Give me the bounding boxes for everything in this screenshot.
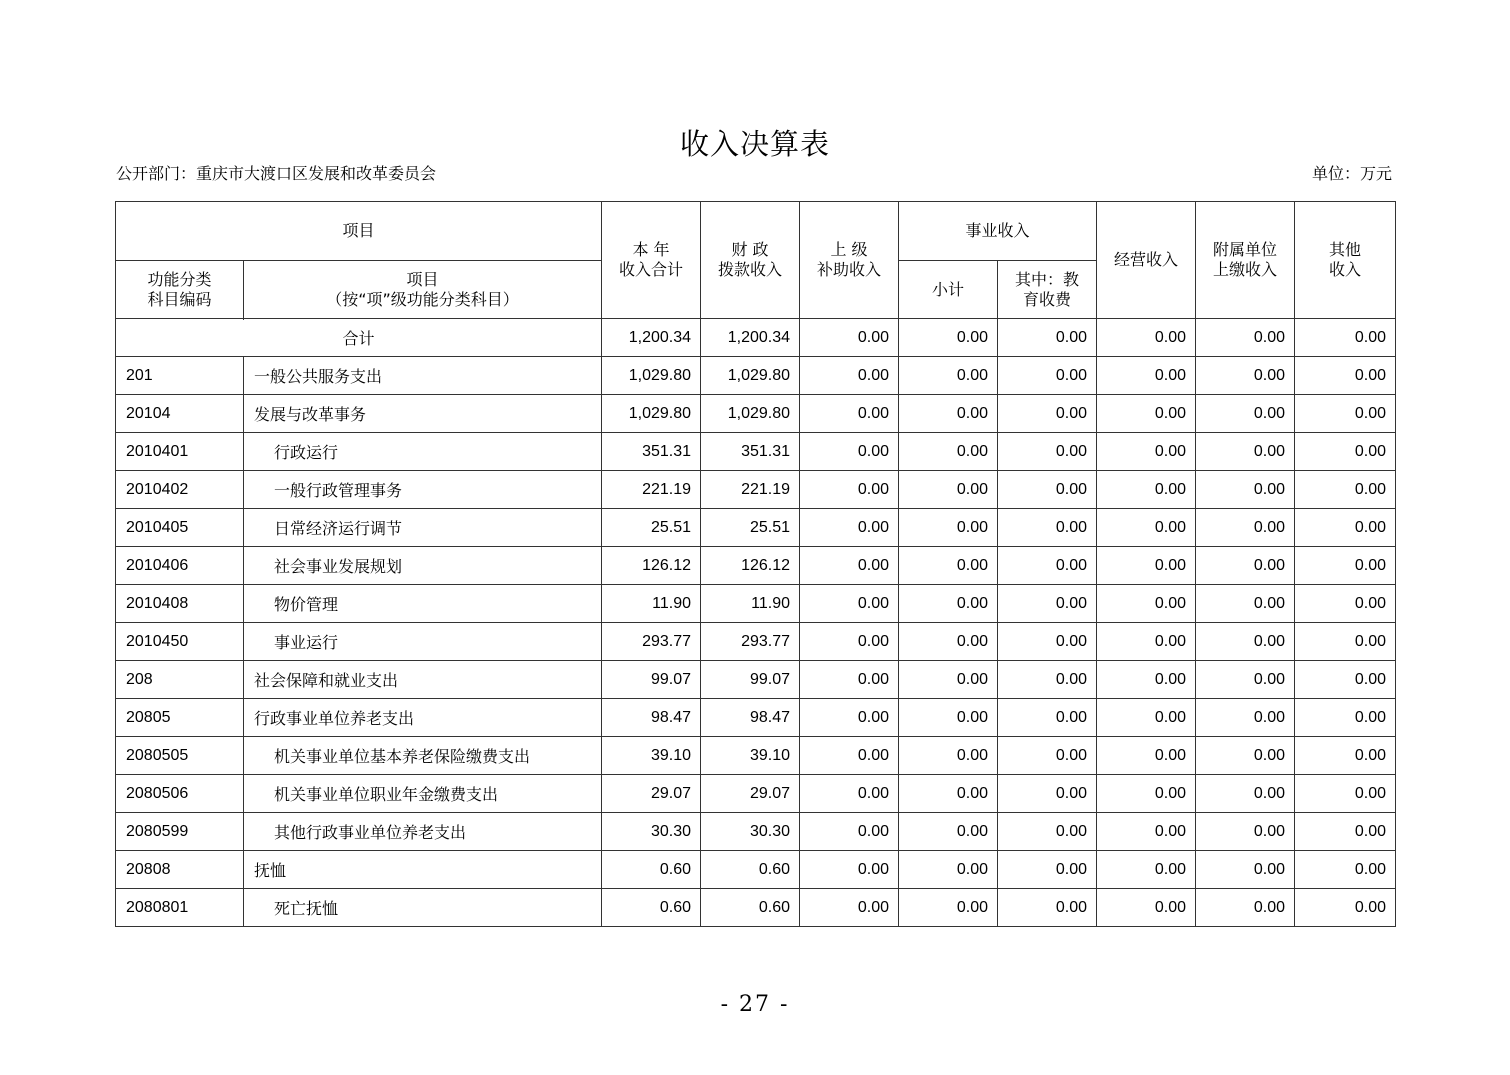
row-value: 39.10	[602, 737, 701, 775]
row-value: 29.07	[602, 775, 701, 813]
total-row	[116, 319, 1396, 357]
row-value: 0.00	[1097, 357, 1196, 395]
row-value: 0.00	[998, 547, 1097, 585]
row-value: 0.00	[1295, 889, 1396, 927]
row-value: 99.07	[701, 661, 800, 699]
table-row	[116, 547, 1396, 585]
row-code: 2080506	[116, 775, 244, 813]
row-value: 0.00	[800, 395, 899, 433]
row-value: 0.00	[899, 889, 998, 927]
row-value: 0.00	[899, 471, 998, 509]
row-value: 293.77	[602, 623, 701, 661]
row-value: 29.07	[701, 775, 800, 813]
row-name: 行政事业单位养老支出	[244, 699, 602, 737]
page-number: - 27 -	[720, 992, 790, 1017]
row-name: 社会事业发展规划	[244, 547, 602, 585]
row-code: 2010402	[116, 471, 244, 509]
row-value: 0.00	[1196, 775, 1295, 813]
row-value: 0.60	[602, 851, 701, 889]
header-business-income: 事业收入	[899, 202, 1097, 261]
row-code: 2010406	[116, 547, 244, 585]
table-row	[116, 851, 1396, 889]
row-value: 351.31	[602, 433, 701, 471]
total-value: 0.00	[1097, 319, 1196, 357]
table-row	[116, 509, 1396, 547]
row-code: 201	[116, 357, 244, 395]
table-row	[116, 775, 1396, 813]
row-value: 0.00	[1097, 395, 1196, 433]
unit-label: 单位：万元	[1311, 164, 1392, 183]
row-value: 0.00	[1196, 357, 1295, 395]
row-value: 30.30	[701, 813, 800, 851]
row-value: 98.47	[701, 699, 800, 737]
row-value: 0.00	[998, 395, 1097, 433]
row-value: 0.00	[1295, 623, 1396, 661]
row-value: 0.00	[1196, 889, 1295, 927]
row-value: 0.00	[1097, 699, 1196, 737]
row-name: 机关事业单位职业年金缴费支出	[244, 775, 602, 813]
table-row	[116, 585, 1396, 623]
row-value: 0.00	[1097, 851, 1196, 889]
table-row	[116, 699, 1396, 737]
row-value: 0.60	[701, 889, 800, 927]
row-value: 0.00	[998, 585, 1097, 623]
row-value: 11.90	[701, 585, 800, 623]
row-value: 0.60	[701, 851, 800, 889]
total-value: 0.00	[1295, 319, 1396, 357]
table-row	[116, 661, 1396, 699]
row-code: 2080801	[116, 889, 244, 927]
header-operating-income: 经营收入	[1097, 202, 1196, 319]
row-value: 0.00	[800, 699, 899, 737]
row-value: 0.00	[1196, 737, 1295, 775]
row-name: 发展与改革事务	[244, 395, 602, 433]
row-value: 0.00	[1097, 661, 1196, 699]
row-value: 0.00	[800, 623, 899, 661]
row-value: 39.10	[701, 737, 800, 775]
row-value: 126.12	[701, 547, 800, 585]
row-value: 1,029.80	[602, 395, 701, 433]
row-name: 一般公共服务支出	[244, 357, 602, 395]
row-value: 0.00	[899, 813, 998, 851]
row-value: 0.00	[1295, 813, 1396, 851]
row-value: 0.00	[800, 737, 899, 775]
row-value: 1,029.80	[701, 357, 800, 395]
row-value: 30.30	[602, 813, 701, 851]
row-value: 0.00	[998, 509, 1097, 547]
row-value: 0.00	[998, 851, 1097, 889]
total-value: 1,200.34	[701, 319, 800, 357]
row-value: 0.00	[1295, 585, 1396, 623]
row-code: 20805	[116, 699, 244, 737]
table-row	[116, 813, 1396, 851]
row-value: 0.00	[800, 357, 899, 395]
row-value: 0.00	[1295, 433, 1396, 471]
row-value: 0.00	[1097, 889, 1196, 927]
header-upper-subsidy: 上 级 补助收入	[800, 202, 899, 319]
header-name: 项目 （按“项”级功能分类科目）	[244, 261, 602, 319]
row-value: 1,029.80	[701, 395, 800, 433]
row-value: 0.00	[998, 775, 1097, 813]
row-value: 0.00	[800, 509, 899, 547]
header-fiscal-income: 财 政 拨款收入	[701, 202, 800, 319]
row-value: 0.00	[899, 623, 998, 661]
row-value: 0.00	[1196, 813, 1295, 851]
row-value: 0.00	[1295, 395, 1396, 433]
row-value: 0.00	[800, 585, 899, 623]
row-value: 0.00	[1097, 433, 1196, 471]
row-value: 0.00	[1196, 623, 1295, 661]
row-value: 25.51	[602, 509, 701, 547]
row-value: 0.00	[1295, 509, 1396, 547]
row-value: 0.00	[1295, 357, 1396, 395]
row-value: 221.19	[701, 471, 800, 509]
row-code: 2010450	[116, 623, 244, 661]
table-row	[116, 889, 1396, 927]
row-value: 0.00	[899, 509, 998, 547]
row-value: 0.00	[899, 433, 998, 471]
row-value: 0.00	[1097, 547, 1196, 585]
header-total-income: 本 年 收入合计	[602, 202, 701, 319]
row-value: 0.00	[1097, 775, 1196, 813]
row-value: 0.00	[1196, 585, 1295, 623]
total-value: 0.00	[998, 319, 1097, 357]
header-affiliated-income: 附属单位 上缴收入	[1196, 202, 1295, 319]
row-value: 0.00	[1196, 661, 1295, 699]
row-value: 221.19	[602, 471, 701, 509]
header-project: 项目	[116, 202, 602, 261]
table-row	[116, 433, 1396, 471]
row-value: 0.00	[1196, 547, 1295, 585]
row-value: 0.00	[899, 775, 998, 813]
department-label: 公开部门：重庆市大渡口区发展和改革委员会	[116, 164, 437, 183]
row-value: 0.60	[602, 889, 701, 927]
row-value: 0.00	[998, 623, 1097, 661]
row-value: 0.00	[998, 471, 1097, 509]
row-value: 0.00	[1196, 699, 1295, 737]
total-label: 合计	[116, 319, 602, 357]
row-value: 0.00	[1196, 395, 1295, 433]
row-value: 0.00	[1097, 471, 1196, 509]
row-value: 25.51	[701, 509, 800, 547]
row-value: 0.00	[1295, 699, 1396, 737]
income-table	[115, 201, 1396, 927]
row-code: 20104	[116, 395, 244, 433]
row-value: 0.00	[899, 737, 998, 775]
row-value: 0.00	[1295, 471, 1396, 509]
row-value: 0.00	[899, 395, 998, 433]
row-value: 126.12	[602, 547, 701, 585]
row-value: 0.00	[998, 433, 1097, 471]
row-value: 351.31	[701, 433, 800, 471]
row-name: 物价管理	[244, 585, 602, 623]
row-value: 0.00	[998, 813, 1097, 851]
row-value: 0.00	[1295, 775, 1396, 813]
row-value: 0.00	[800, 813, 899, 851]
row-value: 0.00	[899, 547, 998, 585]
row-value: 11.90	[602, 585, 701, 623]
row-value: 0.00	[998, 357, 1097, 395]
row-value: 99.07	[602, 661, 701, 699]
row-value: 0.00	[1097, 737, 1196, 775]
total-value: 1,200.34	[602, 319, 701, 357]
row-value: 0.00	[1196, 509, 1295, 547]
row-code: 2010405	[116, 509, 244, 547]
row-code: 2010401	[116, 433, 244, 471]
row-value: 0.00	[1097, 585, 1196, 623]
row-value: 0.00	[1295, 547, 1396, 585]
row-value: 98.47	[602, 699, 701, 737]
row-value: 0.00	[998, 737, 1097, 775]
row-name: 其他行政事业单位养老支出	[244, 813, 602, 851]
row-code: 20808	[116, 851, 244, 889]
header-edu-fee: 其中：教 育收费	[998, 261, 1097, 319]
row-value: 0.00	[998, 699, 1097, 737]
row-value: 0.00	[899, 357, 998, 395]
total-value: 0.00	[800, 319, 899, 357]
row-name: 行政运行	[244, 433, 602, 471]
row-value: 0.00	[800, 433, 899, 471]
row-value: 0.00	[1097, 623, 1196, 661]
row-value: 0.00	[800, 775, 899, 813]
row-value: 0.00	[800, 851, 899, 889]
row-code: 2080505	[116, 737, 244, 775]
row-code: 2080599	[116, 813, 244, 851]
row-name: 机关事业单位基本养老保险缴费支出	[244, 737, 602, 775]
row-value: 0.00	[800, 889, 899, 927]
row-value: 0.00	[1295, 737, 1396, 775]
row-name: 社会保障和就业支出	[244, 661, 602, 699]
table-row	[116, 357, 1396, 395]
row-value: 0.00	[800, 547, 899, 585]
row-value: 0.00	[899, 661, 998, 699]
row-name: 抚恤	[244, 851, 602, 889]
header-other-income: 其他 收入	[1295, 202, 1396, 319]
row-value: 0.00	[998, 889, 1097, 927]
row-value: 0.00	[899, 585, 998, 623]
table-row	[116, 471, 1396, 509]
row-value: 293.77	[701, 623, 800, 661]
row-value: 0.00	[899, 851, 998, 889]
header-code: 功能分类 科目编码	[116, 261, 244, 319]
row-value: 1,029.80	[602, 357, 701, 395]
row-value: 0.00	[1097, 813, 1196, 851]
total-value: 0.00	[899, 319, 998, 357]
row-name: 日常经济运行调节	[244, 509, 602, 547]
table-row	[116, 395, 1396, 433]
row-value: 0.00	[1097, 509, 1196, 547]
row-value: 0.00	[800, 661, 899, 699]
row-value: 0.00	[800, 471, 899, 509]
page-title: 收入决算表	[679, 127, 830, 161]
row-value: 0.00	[1196, 471, 1295, 509]
table-row	[116, 737, 1396, 775]
row-value: 0.00	[1295, 661, 1396, 699]
row-name: 事业运行	[244, 623, 602, 661]
row-value: 0.00	[899, 699, 998, 737]
row-code: 2010408	[116, 585, 244, 623]
total-value: 0.00	[1196, 319, 1295, 357]
row-name: 死亡抚恤	[244, 889, 602, 927]
row-value: 0.00	[998, 661, 1097, 699]
row-value: 0.00	[1295, 851, 1396, 889]
row-name: 一般行政管理事务	[244, 471, 602, 509]
header-subtotal: 小计	[899, 261, 998, 319]
row-value: 0.00	[1196, 851, 1295, 889]
row-code: 208	[116, 661, 244, 699]
table-row	[116, 623, 1396, 661]
row-value: 0.00	[1196, 433, 1295, 471]
